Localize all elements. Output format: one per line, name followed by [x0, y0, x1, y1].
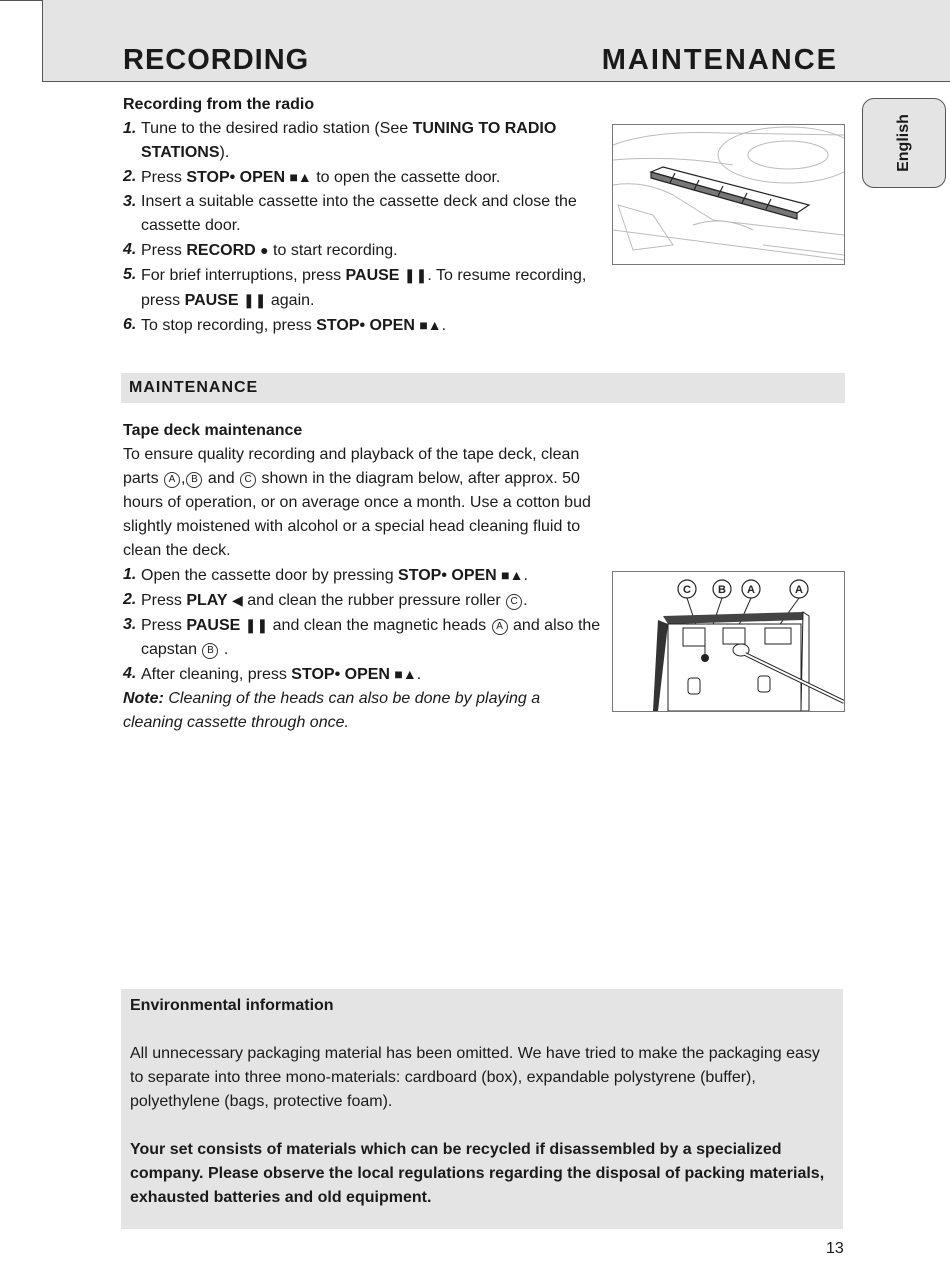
stop-eject-icon: ■▲ — [289, 169, 312, 185]
pause-icon: ❚❚ — [403, 267, 428, 283]
diagram-label-c: C — [683, 584, 691, 596]
header-right-title: MAINTENANCE — [601, 44, 838, 76]
part-a-marker: A — [164, 472, 180, 488]
stop-eject-icon: ■▲ — [394, 666, 417, 682]
maintenance-section-bar — [121, 373, 845, 403]
environmental-info-box — [121, 989, 843, 1229]
diagram-label-b: B — [718, 584, 726, 596]
environmental-paragraph-1: All unnecessary packaging material has been omitted. We have tried to make the packaging easy to separate into three mono-materials: cardboard (box), expandable polystyrene (buffer), polyethylene (bags, protective foam). — [130, 1045, 820, 1110]
note-label: Note: — [123, 690, 164, 707]
step-number: 5. — [123, 266, 137, 283]
part-c-marker: C — [240, 472, 256, 488]
maintenance-section — [123, 419, 603, 735]
part-b-marker: B — [186, 472, 202, 488]
list-item: 1. Tune to the desired radio station (See TUNING TO RADIO STATIONS). — [123, 117, 603, 165]
step-number: 4. — [123, 665, 137, 682]
step-number: 3. — [123, 616, 137, 633]
corner-rule — [0, 0, 42, 1]
step-number: 1. — [123, 566, 137, 583]
part-a-marker: A — [492, 619, 508, 635]
list-item: 6. To stop recording, press STOP• OPEN ■▲. — [123, 313, 603, 338]
play-icon: ◀ — [232, 592, 243, 608]
recording-heading: Recording from the radio — [123, 96, 315, 113]
list-item: 4. After cleaning, press STOP• OPEN ■▲. — [123, 662, 603, 687]
environmental-paragraph-2: Your set consists of materials which can be recycled if disassembled by a specialized company. Please observe the local regulations regarding the disposal of packing materials, exhausted batteries and old equipment. — [130, 1141, 825, 1206]
list-item: 2. Press STOP• OPEN ■▲ to open the cassette door. — [123, 165, 603, 190]
part-b-marker: B — [202, 643, 218, 659]
stop-eject-icon: ■▲ — [501, 567, 524, 583]
maintenance-steps — [123, 563, 603, 687]
pause-icon: ❚❚ — [244, 617, 269, 633]
header-left-title: RECORDING — [123, 44, 310, 76]
maintenance-note — [123, 687, 603, 735]
list-item: 4. Press RECORD ● to start recording. — [123, 238, 603, 263]
pause-icon: ❚❚ — [242, 292, 267, 308]
step-number: 2. — [123, 168, 137, 185]
step-number: 4. — [123, 241, 137, 258]
list-item: 3. Press PAUSE ❚❚ and clean the magnetic heads A and also the capstan B . — [123, 613, 603, 662]
button-panel-drawing — [613, 125, 844, 264]
recording-steps — [123, 117, 603, 338]
list-item: 1. Open the cassette door by pressing STOP• OPEN ■▲. — [123, 563, 603, 588]
list-item: 2. Press PLAY ◀ and clean the rubber pressure roller C . — [123, 588, 603, 613]
environmental-heading: Environmental information — [130, 997, 334, 1014]
record-icon: ● — [260, 242, 269, 258]
list-item: 5. For brief interruptions, press PAUSE ❚❚. To resume recording, press PAUSE ❚❚ again. — [123, 263, 603, 313]
diagram-label-a: A — [747, 584, 755, 596]
part-c-marker: C — [506, 594, 522, 610]
tape-deck-drawing — [613, 572, 844, 711]
step-number: 6. — [123, 316, 137, 333]
tape-deck-heading: Tape deck maintenance — [123, 422, 303, 439]
page-number: 13 — [826, 1240, 844, 1257]
list-item: 3. Insert a suitable cassette into the cassette deck and close the cassette door. — [123, 190, 603, 238]
recording-section — [123, 93, 603, 338]
step-number: 1. — [123, 120, 137, 137]
button-panel-illustration — [612, 124, 845, 265]
step-number: 2. — [123, 591, 137, 608]
maintenance-intro: To ensure quality recording and playback of the tape deck, clean parts A , B and C shown in the diagram below, after approx. 50 hours of operation, or on average once a month. Use a cotton bud slightly moistened with alcohol or a special head cleaning fluid to clean the deck. — [123, 446, 591, 559]
diagram-label-a2: A — [795, 584, 803, 596]
note-text: Cleaning of the heads can also be done by playing a cleaning cassette through once. — [123, 690, 541, 731]
step-number: 3. — [123, 193, 137, 210]
maintenance-bar-title: MAINTENANCE — [129, 379, 259, 396]
language-tab — [862, 98, 946, 188]
tape-deck-diagram — [612, 571, 845, 712]
stop-eject-icon: ■▲ — [419, 317, 442, 333]
language-tab-label: English — [895, 114, 912, 172]
